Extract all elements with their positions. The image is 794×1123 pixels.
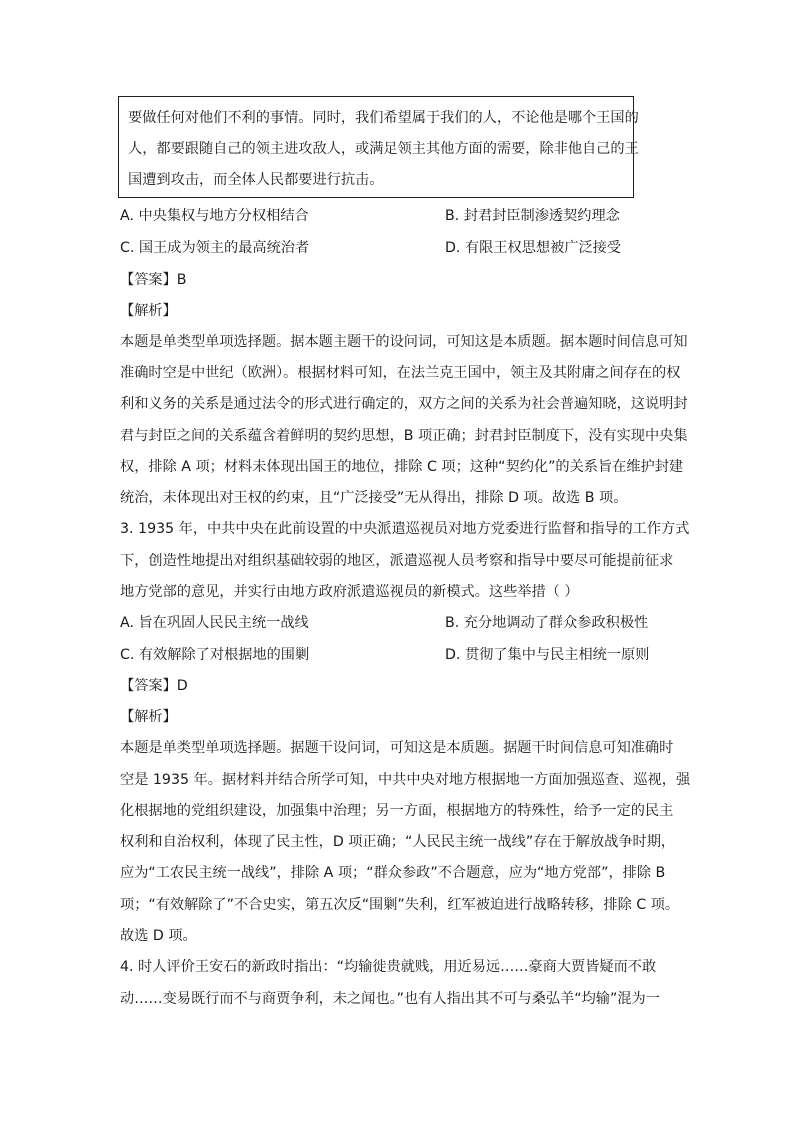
q3-analysis-line: 化根据地的党组织建设，加强集中治理；另一方面，根据地方的特殊性，给予一定的民主: [120, 803, 674, 819]
q3-option-b[interactable]: B. 充分地调动了群众参政积极性: [445, 615, 649, 631]
q3-analysis-line: 本题是单类型单项选择题。据题干设问词，可知这是本质题。据题干时间信息可知准确时: [120, 740, 674, 756]
q3-option-d[interactable]: D. 贯彻了集中与民主相统一原则: [445, 647, 650, 663]
q3-analysis-line: 应为“工农民主统一战线”，排除 A 项；“群众参政”不合题意，应为“地方党部”，排除 B: [120, 865, 666, 881]
q2-analysis-line: 本题是单类型单项选择题。据本题主题干的设问词，可知这是本质题。据本题时间信息可知: [120, 334, 688, 350]
q2-analysis-line: 准确时空是中世纪（欧洲）。根据材料可知，在法兰克王国中，领主及其附庸之间存在的权: [120, 365, 681, 381]
q2-option-b[interactable]: B. 封君封臣制渗透契约理念: [445, 208, 620, 224]
q3-option-a[interactable]: A. 旨在巩固人民民主统一战线: [120, 615, 309, 631]
q2-analysis-title: 【解析】: [120, 303, 177, 319]
material-line: 人，都要跟随自己的领主进攻敌人，或满足领主其他方面的需要，除非他自己的王: [128, 141, 639, 157]
material-line: 国遭到攻击，而全体人民都要进行抗击。: [128, 172, 384, 188]
q3-stem-line: 下，创造性地提出对组织基础较弱的地区，派遣巡视人员考察和指导中要尽可能提前征求: [120, 553, 674, 569]
q2-option-d[interactable]: D. 有限王权思想被广泛接受: [445, 240, 622, 256]
q2-option-a[interactable]: A. 中央集权与地方分权相结合: [120, 208, 309, 224]
q3-analysis-line: 权利和自治权利，体现了民主性，D 项正确；“人民民主统一战线”存在于解放战争时期，: [120, 834, 676, 850]
q4-stem-line: 4. 时人评价王安石的新政时指出：“均输徙贵就贱，用近易远……豪商大贾皆疑而不敢: [120, 959, 657, 975]
q3-stem-line: 3. 1935 年，中共中央在此前设置的中央派遣巡视员对地方党委进行监督和指导的工作方式: [120, 521, 690, 537]
q2-analysis-line: 利和义务的关系是通过法令的形式进行确定的，双方之间的关系为社会普遍知晓，这说明封: [120, 396, 688, 412]
q3-answer: 【答案】D: [120, 678, 188, 694]
q4-stem-line: 动……变易既行而不与商贾争利，未之闻也。”也有人指出其不可与桑弘羊“均输”混为一: [120, 991, 660, 1007]
q2-analysis-line: 统治，未体现出对王权的约束，且“广泛接受”无从得出，排除 D 项。故选 B 项。: [120, 490, 628, 506]
q3-stem-line: 地方党部的意见，并实行由地方政府派遣巡视员的新模式。这些举措（ ）: [120, 584, 579, 600]
q3-option-c[interactable]: C. 有效解除了对根据地的围剿: [120, 647, 310, 663]
q3-analysis-title: 【解析】: [120, 709, 177, 725]
q3-analysis-line: 项；“有效解除了”不合史实，第五次反“围剿”失利，红军被迫进行战略转移，排除 C 项。: [120, 897, 680, 913]
q3-analysis-line: 故选 D 项。: [120, 928, 197, 944]
q2-answer: 【答案】B: [120, 272, 187, 288]
material-box: [118, 96, 639, 198]
q2-option-c[interactable]: C. 国王成为领主的最高统治者: [120, 240, 310, 256]
q2-analysis-line: 权，排除 A 项；材料未体现出国王的地位，排除 C 项；这种“契约化”的关系旨在维护封建: [120, 459, 684, 475]
q2-analysis-line: 君与封臣之间的关系蕴含着鲜明的契约思想，B 项正确；封君封臣制度下，没有实现中央集: [120, 428, 688, 444]
material-line: 要做任何对他们不利的事情。同时，我们希望属于我们的人，不论他是哪个王国的: [128, 110, 639, 126]
q3-analysis-line: 空是 1935 年。据材料并结合所学可知，中共中央对地方根据地一方面加强巡查、巡视，强: [120, 772, 691, 788]
